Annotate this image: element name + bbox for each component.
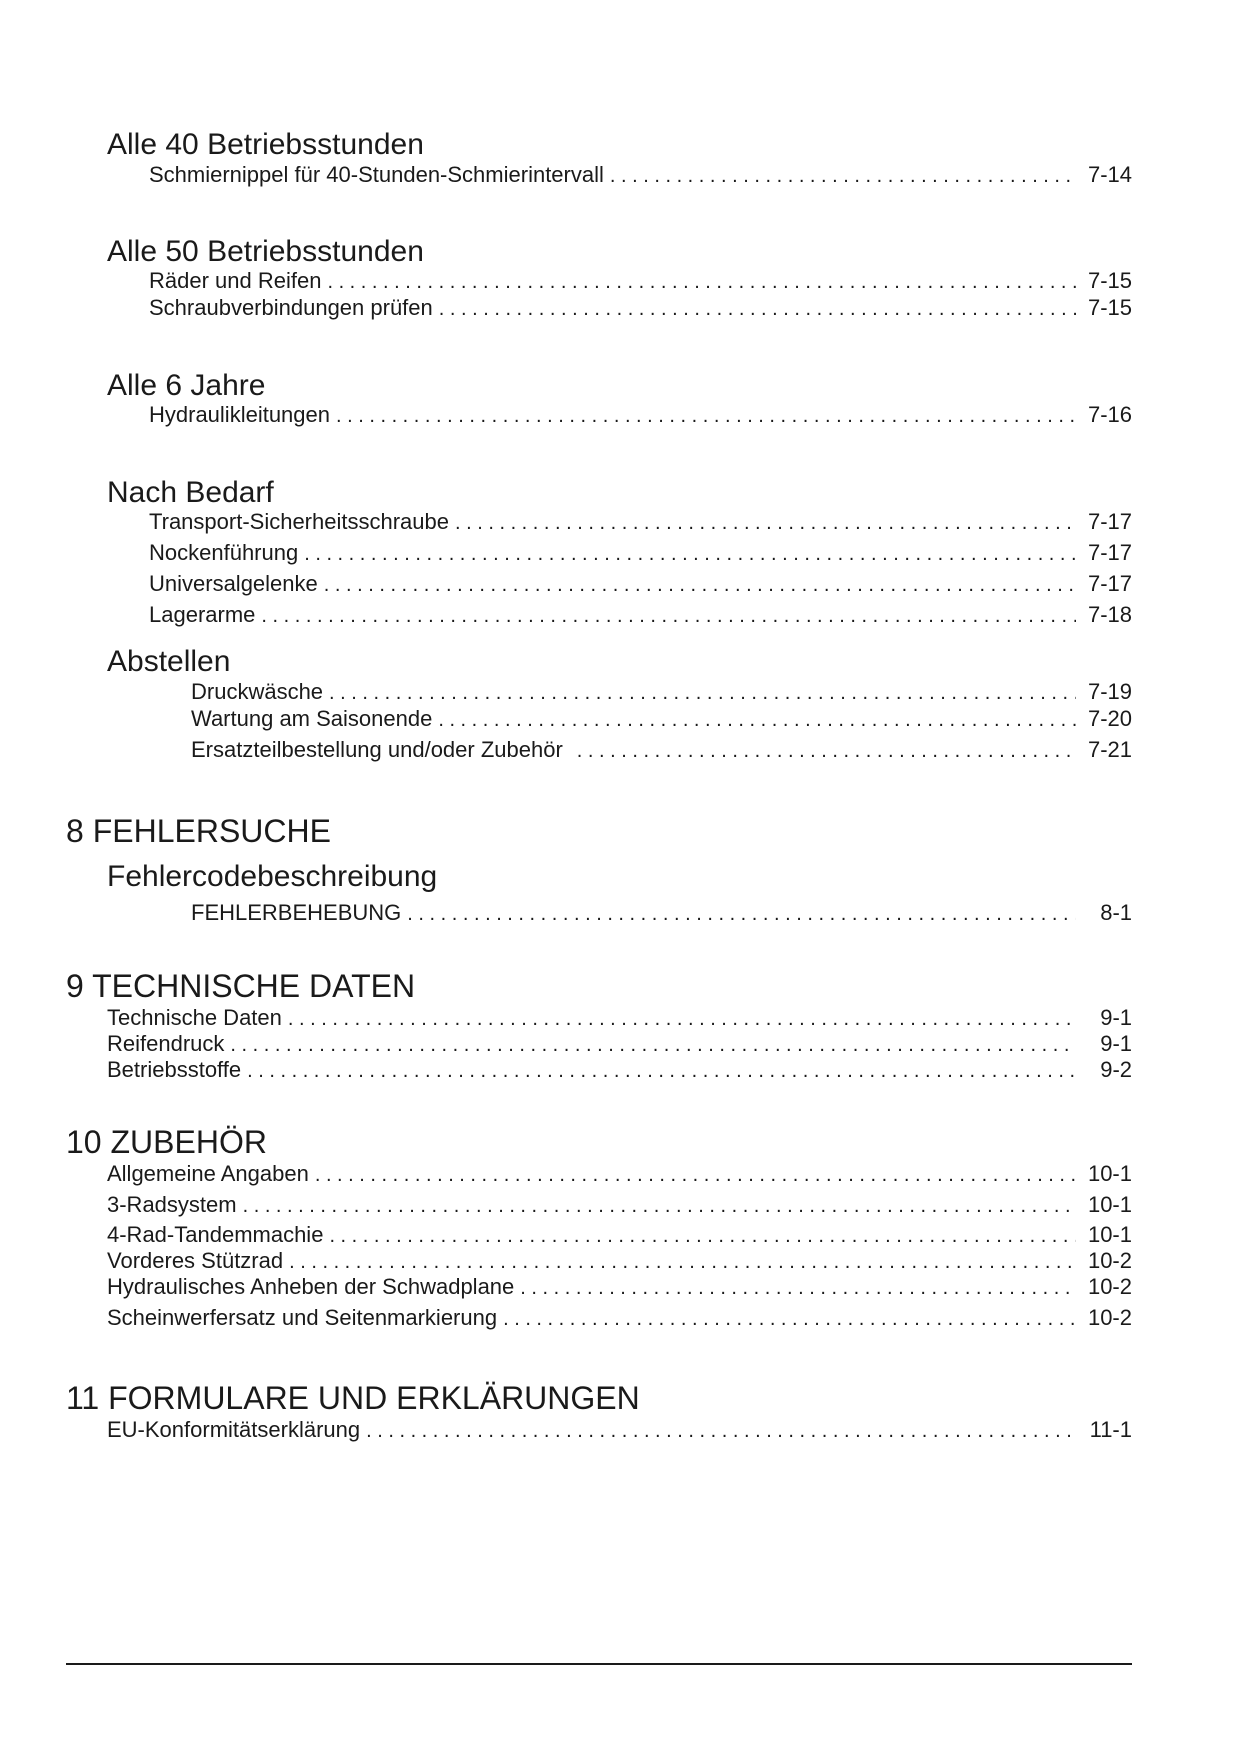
leader-dots xyxy=(577,738,1076,764)
leader-dots xyxy=(455,510,1076,536)
toc-entry-title: Universalgelenke xyxy=(149,571,318,596)
toc-entry[interactable] xyxy=(191,679,1132,706)
toc-entry-page: 7-16 xyxy=(1087,402,1132,427)
leader-dots xyxy=(610,163,1076,189)
toc-entry-page: 7-17 xyxy=(1087,540,1132,565)
toc-entry[interactable] xyxy=(107,1222,1132,1249)
leader-dots xyxy=(366,1418,1076,1444)
toc-entry-title: Schraubverbindungen prüfen xyxy=(149,295,433,320)
toc-entry-page: 7-15 xyxy=(1087,268,1132,293)
toc-entry-title: Allgemeine Angaben xyxy=(107,1161,309,1186)
toc-entry[interactable] xyxy=(149,571,1132,598)
section-heading-alle-6-jahre: Alle 6 Jahre xyxy=(107,369,266,402)
leader-dots xyxy=(261,603,1076,629)
toc-entry-title: EU-Konformitätserklärung xyxy=(107,1417,361,1442)
toc-entry[interactable] xyxy=(107,1031,1132,1058)
toc-entry-page: 7-17 xyxy=(1087,571,1132,596)
chapter-heading-10: 10 ZUBEHÖR xyxy=(66,1124,267,1160)
leader-dots xyxy=(329,680,1076,706)
toc-entry-title: 4-Rad-Tandemmachie xyxy=(107,1222,324,1247)
toc-entry-title: FEHLERBEHEBUNG xyxy=(191,900,402,925)
toc-entry-page: 10-2 xyxy=(1087,1248,1132,1273)
section-heading-nach-bedarf: Nach Bedarf xyxy=(107,476,274,509)
leader-dots xyxy=(288,1006,1076,1032)
toc-entry[interactable] xyxy=(107,1305,1132,1332)
toc-entry[interactable] xyxy=(107,1192,1132,1219)
toc-entry[interactable] xyxy=(107,1248,1132,1275)
toc-entry-page: 10-2 xyxy=(1087,1274,1132,1299)
toc-entry-title: Transport-Sicherheitsschraube xyxy=(149,509,449,534)
toc-entry-page: 8-1 xyxy=(1100,900,1132,925)
toc-entry[interactable] xyxy=(149,540,1132,567)
leader-dots xyxy=(336,403,1076,429)
toc-entry-page: 9-2 xyxy=(1100,1057,1132,1082)
toc-entry-title: Hydraulisches Anheben der Schwadplane xyxy=(107,1274,515,1299)
leader-dots xyxy=(407,901,1076,927)
toc-entry[interactable] xyxy=(107,1161,1132,1188)
toc-entry-title: Technische Daten xyxy=(107,1005,282,1030)
chapter-heading-8: 8 FEHLERSUCHE xyxy=(66,813,331,849)
toc-entry-title: Schmiernippel für 40-Stunden-Schmierintervall xyxy=(149,162,604,187)
leader-dots xyxy=(439,296,1076,322)
toc-entry[interactable] xyxy=(149,295,1132,322)
toc-entry[interactable] xyxy=(107,1005,1132,1032)
leader-dots xyxy=(315,1162,1076,1188)
toc-entry[interactable] xyxy=(149,162,1132,189)
toc-entry-page: 7-15 xyxy=(1087,295,1132,320)
toc-entry[interactable] xyxy=(191,706,1132,733)
toc-entry-title: Wartung am Saisonende xyxy=(191,706,433,731)
chapter-heading-11: 11 FORMULARE UND ERKLÄRUNGEN xyxy=(66,1380,640,1416)
toc-entry-title: 3-Radsystem xyxy=(107,1192,237,1217)
toc-entry-page: 10-1 xyxy=(1087,1192,1132,1217)
section-heading-alle-50: Alle 50 Betriebsstunden xyxy=(107,235,424,268)
chapter-heading-9: 9 TECHNISCHE DATEN xyxy=(66,968,416,1004)
toc-entry[interactable] xyxy=(191,900,1132,927)
toc-entry[interactable] xyxy=(149,602,1132,629)
toc-entry-page: 10-2 xyxy=(1087,1305,1132,1330)
leader-dots xyxy=(520,1275,1076,1301)
toc-entry[interactable] xyxy=(107,1057,1132,1084)
toc-entry[interactable] xyxy=(149,268,1132,295)
toc-entry-title: Reifendruck xyxy=(107,1031,225,1056)
toc-entry-page: 11-1 xyxy=(1089,1417,1132,1442)
toc-entry-page: 7-19 xyxy=(1087,679,1132,704)
leader-dots xyxy=(503,1306,1076,1332)
leader-dots xyxy=(230,1032,1076,1058)
toc-entry-title: Druckwäsche xyxy=(191,679,324,704)
toc-entry-page: 10-1 xyxy=(1087,1161,1132,1186)
leader-dots xyxy=(304,541,1076,567)
toc-entry-title: Ersatzteilbestellung und/oder Zubehör xyxy=(191,737,563,762)
leader-dots xyxy=(247,1058,1076,1084)
toc-entry[interactable] xyxy=(191,737,1132,764)
toc-entry-title: Betriebsstoffe xyxy=(107,1057,242,1082)
toc-entry-title: Räder und Reifen xyxy=(149,268,322,293)
toc-entry[interactable] xyxy=(107,1274,1132,1301)
toc-entry-title: Lagerarme xyxy=(149,602,256,627)
toc-entry[interactable] xyxy=(107,1417,1132,1444)
leader-dots xyxy=(243,1193,1076,1219)
toc-entry-page: 7-17 xyxy=(1087,509,1132,534)
leader-dots xyxy=(289,1249,1076,1275)
toc-entry-page: 9-1 xyxy=(1100,1031,1132,1056)
toc-entry-title: Nockenführung xyxy=(149,540,299,565)
toc-entry-page: 7-14 xyxy=(1087,162,1132,187)
leader-dots xyxy=(327,269,1076,295)
leader-dots xyxy=(329,1223,1076,1249)
toc-entry[interactable] xyxy=(149,509,1132,536)
toc-entry[interactable] xyxy=(149,402,1132,429)
toc-entry-title: Hydraulikleitungen xyxy=(149,402,330,427)
section-heading-alle-40: Alle 40 Betriebsstunden xyxy=(107,128,424,161)
footer-rule xyxy=(66,1663,1132,1665)
toc-entry-page: 7-18 xyxy=(1087,602,1132,627)
toc-entry-page: 10-1 xyxy=(1087,1222,1132,1247)
section-heading-fehlercode: Fehlercodebeschreibung xyxy=(107,860,438,893)
section-heading-abstellen: Abstellen xyxy=(107,645,231,678)
toc-entry-page: 9-1 xyxy=(1100,1005,1132,1030)
leader-dots xyxy=(438,707,1076,733)
leader-dots xyxy=(324,572,1076,598)
toc-entry-page: 7-20 xyxy=(1087,706,1132,731)
toc-entry-title: Vorderes Stützrad xyxy=(107,1248,284,1273)
toc-entry-page: 7-21 xyxy=(1087,737,1132,762)
toc-entry-title: Scheinwerfersatz und Seitenmarkierung xyxy=(107,1305,498,1330)
